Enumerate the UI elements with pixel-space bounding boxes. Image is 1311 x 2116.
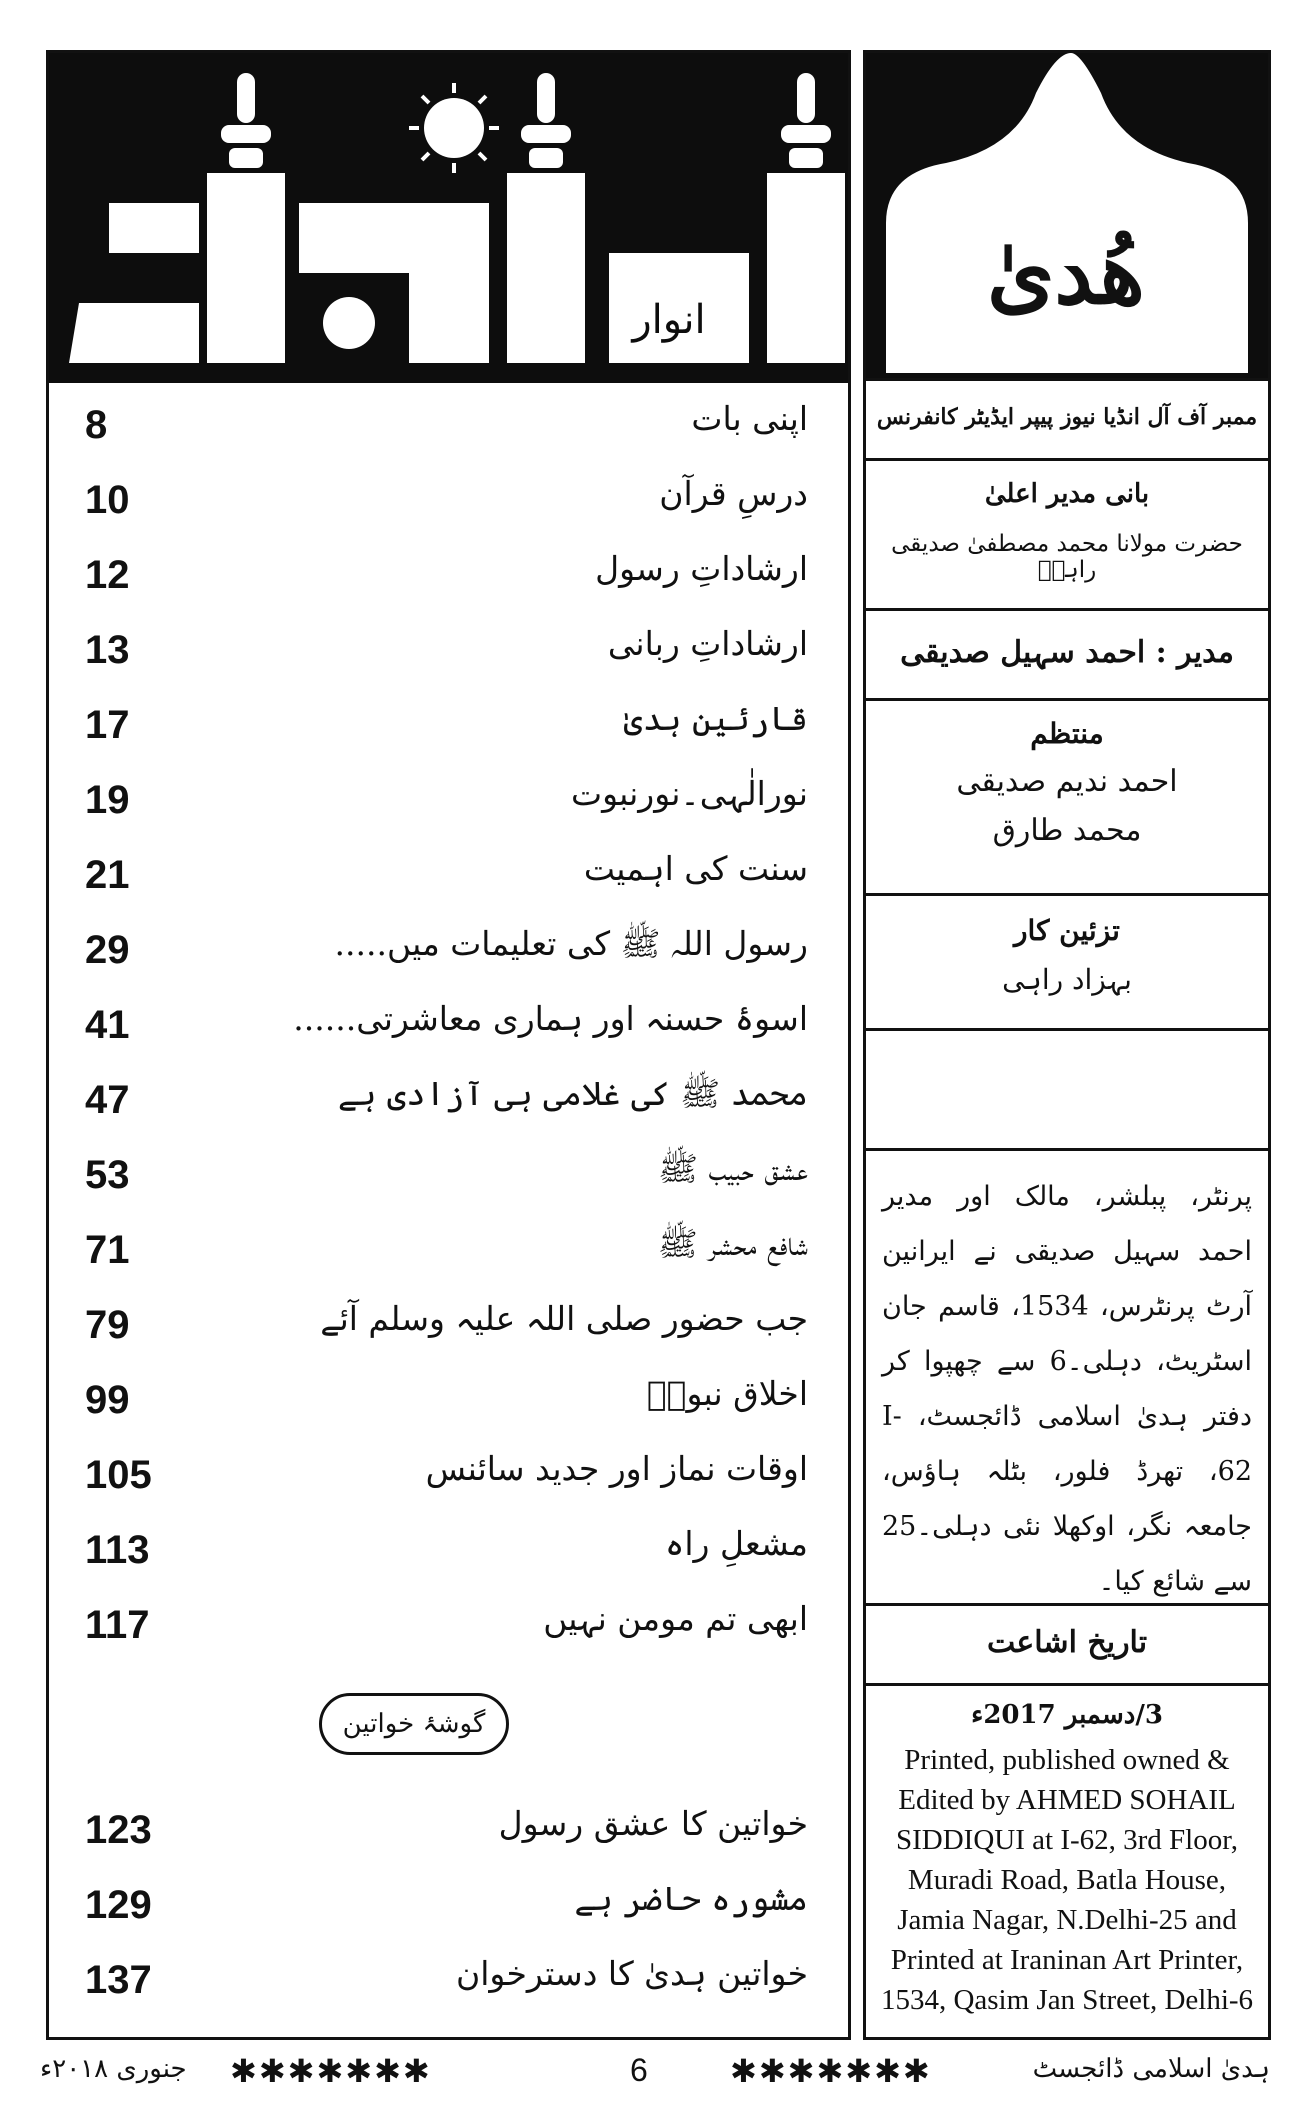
imprint-urdu: پرنٹر، پبلشر، مالک اور مدیر احمد سہیل صدیقی نے ایرانین آرٹ پرنٹرس، 1534، قاسم جان اسٹریٹ، دہلی۔6 سے چھپوا کر دفتر ہدیٰ اسلامی ڈائجسٹ، I-62، تھرڈ فلور، بٹلہ ہاؤس، جامعہ نگر، اوکھلا نئی دہلی۔25 سے شائع کیا۔ bbox=[882, 1181, 1252, 1597]
toc-entry-title: محمد ﷺ کی غلامی ہی آزادی ہے bbox=[337, 1074, 808, 1113]
toc-entry[interactable] bbox=[49, 543, 848, 615]
toc-entry-page: 129 bbox=[85, 1883, 152, 1927]
footer-date: جنوری ۲۰۱۸ء bbox=[40, 2054, 187, 2084]
toc-entry[interactable] bbox=[49, 1293, 848, 1365]
toc-entry[interactable] bbox=[49, 1143, 848, 1215]
toc-entry-page: 105 bbox=[85, 1453, 152, 1497]
toc-entry-title: اپنی بات bbox=[691, 399, 808, 438]
founder-heading: بانی مدیر اعلیٰ bbox=[984, 479, 1150, 509]
toc-entry-title: شافع محشر ﷺ bbox=[657, 1224, 808, 1263]
toc-entry-page: 19 bbox=[85, 778, 130, 822]
toc-entry-title: سنت کی اہمیت bbox=[583, 849, 808, 888]
toc-entry-page: 47 bbox=[85, 1078, 130, 1122]
toc-entry[interactable] bbox=[49, 1948, 848, 2020]
manager-name-2: محمد طارق bbox=[992, 813, 1142, 848]
imprint-english bbox=[866, 1740, 1268, 2020]
footer-page-number: 6 bbox=[630, 2052, 648, 2088]
toc-entry-title: ارشاداتِ رسول bbox=[595, 549, 808, 588]
imprint-english-line: Printed at Iraninan Art Printer, bbox=[890, 1944, 1244, 1976]
toc-entry-title: مشعلِ راہ bbox=[665, 1524, 808, 1563]
editor-name: مدیر : احمد سہیل صدیقی bbox=[900, 635, 1234, 670]
membership-box bbox=[866, 378, 1268, 458]
toc-entry-title: ارشاداتِ ربانی bbox=[607, 624, 808, 663]
imprint-english-line: Muradi Road, Batla House, bbox=[907, 1864, 1227, 1896]
footer-stars-left: ✱✱✱✱✱✱✱ bbox=[230, 2052, 432, 2090]
toc-entry[interactable] bbox=[49, 468, 848, 540]
womens-section-label: گوشۂ خواتین bbox=[342, 1709, 486, 1739]
toc-entry[interactable] bbox=[49, 1218, 848, 1290]
toc-entry-page: 8 bbox=[85, 403, 108, 447]
imprint-english-line: Printed, published owned & bbox=[904, 1744, 1230, 1776]
design-box bbox=[866, 893, 1268, 1028]
toc-entry[interactable] bbox=[49, 918, 848, 990]
table-of-contents bbox=[49, 393, 848, 1723]
toc-entry-page: 79 bbox=[85, 1303, 130, 1347]
founder-box bbox=[866, 458, 1268, 608]
toc-entry-title: درسِ قرآن bbox=[659, 474, 808, 513]
footer-stars-right: ✱✱✱✱✱✱✱ bbox=[730, 2052, 932, 2090]
toc-entry-page: 13 bbox=[85, 628, 130, 672]
contents-panel bbox=[46, 50, 851, 2040]
toc-entry-page: 21 bbox=[85, 853, 130, 897]
toc-entry-title: مشورہ حاضر ہے bbox=[574, 1879, 808, 1918]
blank-box bbox=[866, 1028, 1268, 1148]
toc-entry-page: 17 bbox=[85, 703, 130, 747]
design-heading: تزئین کار bbox=[1014, 914, 1120, 947]
toc-entry[interactable] bbox=[49, 618, 848, 690]
toc-entry-page: 29 bbox=[85, 928, 130, 972]
toc-entry-page: 99 bbox=[85, 1378, 130, 1422]
toc-entry-page: 53 bbox=[85, 1153, 130, 1197]
pub-date: 3/دسمبر 2017ء bbox=[971, 1700, 1163, 1730]
toc-entry[interactable] bbox=[49, 1068, 848, 1140]
masthead-artwork bbox=[49, 53, 848, 383]
toc-entry-title: اسوۂ حسنہ اور ہماری معاشرتی...... bbox=[293, 999, 808, 1038]
toc-entry[interactable] bbox=[49, 993, 848, 1065]
toc-entry[interactable] bbox=[49, 768, 848, 840]
toc-entry-title: نورالٰہی۔نورنبوت bbox=[571, 774, 808, 813]
toc-entry-title: عشق حبیب ﷺ bbox=[658, 1149, 808, 1188]
manager-heading: منتظم bbox=[1030, 717, 1104, 750]
toc-entry-page: 12 bbox=[85, 553, 130, 597]
pub-date-heading: تاریخ اشاعت bbox=[986, 1625, 1148, 1660]
anwar-masthead bbox=[49, 53, 848, 383]
toc-entry-page: 41 bbox=[85, 1003, 130, 1047]
toc-entry-title: رسول اللہ ﷺ کی تعلیمات میں..... bbox=[334, 924, 808, 963]
footer-publication: ہدیٰ اسلامی ڈائجسٹ bbox=[1032, 2054, 1270, 2084]
masthead-sidebar bbox=[863, 50, 1271, 2040]
toc-entry[interactable] bbox=[49, 393, 848, 465]
manager-box bbox=[866, 698, 1268, 893]
founder-name: حضرت مولانا محمد مصطفیٰ صدیقی راہیؒ bbox=[891, 531, 1243, 583]
toc-entry-title: جب حضور صلی اللہ علیہ وسلم آئے bbox=[320, 1299, 808, 1338]
toc-entry-title: اوقات نماز اور جدید سائنس bbox=[425, 1449, 808, 1488]
toc-entry-title: خواتین ہدیٰ کا دسترخوان bbox=[456, 1954, 808, 1993]
imprint-english-box bbox=[866, 1683, 1268, 2037]
huda-masthead bbox=[866, 53, 1268, 378]
toc-entry[interactable] bbox=[49, 1798, 848, 1870]
membership-text: ممبر آف آل انڈیا نیوز پیپر ایڈیٹر کانفرنس bbox=[876, 404, 1258, 430]
imprint-english-line: Jamia Nagar, N.Delhi-25 and bbox=[897, 1904, 1237, 1936]
masthead-title: انوار bbox=[632, 297, 706, 343]
toc-entry-page: 10 bbox=[85, 478, 130, 522]
toc-entry-page: 113 bbox=[85, 1528, 150, 1572]
imprint-urdu-box bbox=[866, 1148, 1268, 1603]
manager-name-1: احمد ندیم صدیقی bbox=[956, 764, 1178, 799]
toc-entry-title: قارئین ہدیٰ bbox=[623, 699, 808, 738]
toc-entry[interactable] bbox=[49, 1518, 848, 1590]
womens-section-badge bbox=[319, 1693, 509, 1755]
womens-table-of-contents bbox=[49, 1798, 848, 2028]
toc-entry[interactable] bbox=[49, 843, 848, 915]
design-name: بہزاد راہی bbox=[1002, 963, 1132, 996]
page-footer bbox=[40, 2050, 1270, 2100]
toc-entry[interactable] bbox=[49, 693, 848, 765]
toc-entry-title: اخلاق نبویؐ bbox=[646, 1374, 808, 1413]
toc-entry-page: 71 bbox=[85, 1228, 130, 1272]
imprint-english-line: Edited by AHMED SOHAIL bbox=[898, 1784, 1236, 1816]
toc-entry[interactable] bbox=[49, 1443, 848, 1515]
imprint-english-line: 1534, Qasim Jan Street, Delhi-6 bbox=[880, 1984, 1254, 2016]
toc-entry-page: 117 bbox=[85, 1603, 150, 1647]
imprint-english-line: SIDDIQUI at I-62, 3rd Floor, bbox=[896, 1824, 1238, 1856]
toc-entry[interactable] bbox=[49, 1873, 848, 1945]
dome-artwork bbox=[866, 53, 1268, 378]
toc-entry-page: 137 bbox=[85, 1958, 152, 2002]
toc-entry-title: خواتین کا عشق رسول bbox=[498, 1804, 808, 1843]
toc-entry[interactable] bbox=[49, 1593, 848, 1665]
editor-box bbox=[866, 608, 1268, 698]
toc-entry-page: 123 bbox=[85, 1808, 152, 1852]
pub-date-heading-box bbox=[866, 1603, 1268, 1683]
huda-title: هُدیٰ bbox=[987, 223, 1145, 324]
toc-entry-title: ابھی تم مومن نہیں bbox=[543, 1599, 808, 1638]
toc-entry[interactable] bbox=[49, 1368, 848, 1440]
